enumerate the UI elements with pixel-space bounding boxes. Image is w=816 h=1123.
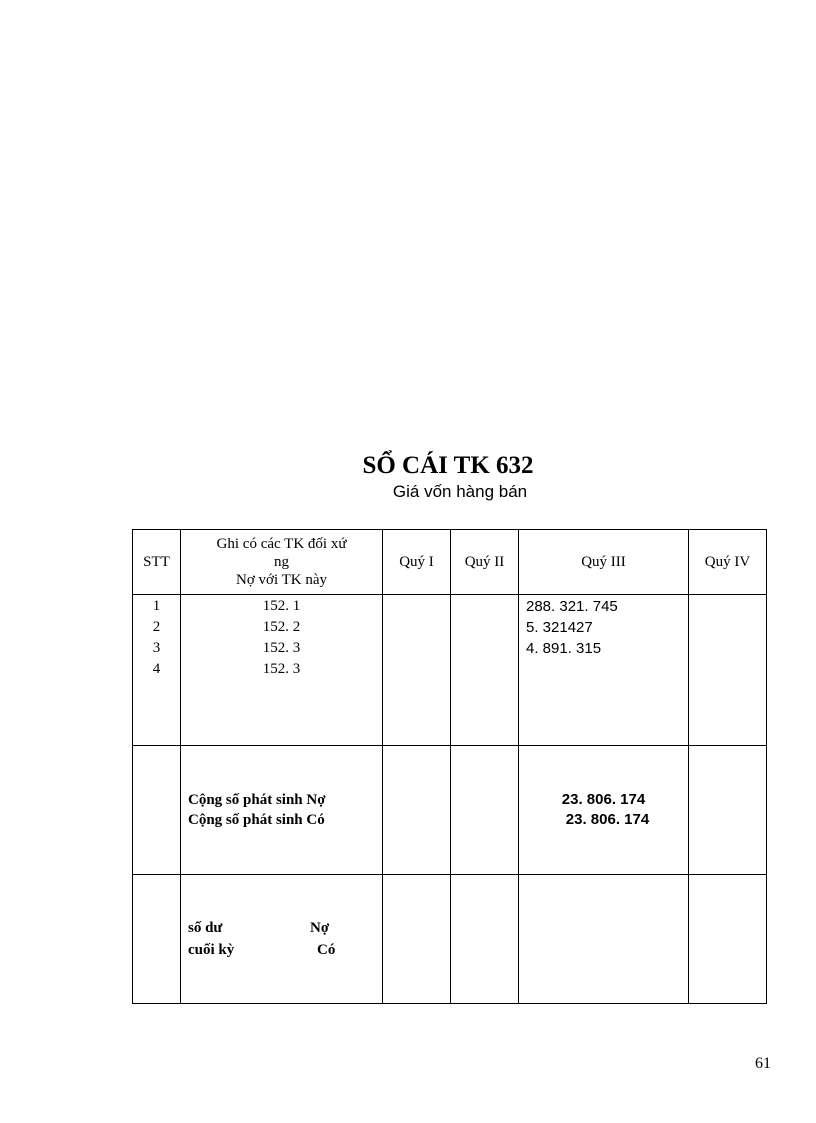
header-account-line1: Ghi có các TK đối xứ <box>216 536 347 552</box>
balance-credit: Có <box>317 942 336 958</box>
header-row <box>133 530 767 595</box>
header-q1: Quý I <box>383 530 451 595</box>
header-q2: Quý II <box>451 530 519 595</box>
header-account-line3: Nợ với TK này <box>236 572 327 588</box>
header-stt: STT <box>133 530 181 595</box>
balance-debit: Nợ <box>310 920 330 936</box>
balance-label-2: cuối kỳ <box>188 942 235 958</box>
totals-row <box>133 746 767 875</box>
ledger-table <box>132 529 767 1004</box>
stt-1: 1 <box>152 598 161 614</box>
q3-value-1: 288. 321. 745 <box>526 598 618 615</box>
account-3: 152. 3 <box>262 640 301 656</box>
header-q4: Quý IV <box>689 530 767 595</box>
page-number: 61 <box>755 1055 771 1072</box>
header-account <box>181 530 383 595</box>
stt-3: 3 <box>152 640 161 656</box>
account-2: 152. 2 <box>262 619 301 635</box>
q2-cell <box>451 595 519 746</box>
q3-value-3: 4. 891. 315 <box>526 640 602 657</box>
account-cell <box>181 595 383 746</box>
table-row <box>133 595 767 746</box>
total-credit-value: 23. 806. 174 <box>565 811 650 828</box>
header-q3: Quý III <box>519 530 689 595</box>
q3-cell <box>519 595 689 746</box>
stt-4: 4 <box>152 661 161 677</box>
account-1: 152. 1 <box>262 598 301 614</box>
total-credit-label: Cộng số phát sinh Có <box>188 812 325 828</box>
q1-cell <box>383 595 451 746</box>
balance-row <box>133 875 767 1004</box>
header-account-line2: ng <box>274 554 289 570</box>
total-debit-value: 23. 806. 174 <box>561 791 646 808</box>
stt-2: 2 <box>152 619 161 635</box>
page-subtitle: Giá vốn hàng bán <box>392 482 528 501</box>
q4-cell <box>689 595 767 746</box>
q3-value-2: 5. 321427 <box>526 619 593 636</box>
page-title: SỔ CÁI TK 632 <box>362 452 534 479</box>
stt-cell <box>133 595 181 746</box>
account-4: 152. 3 <box>262 661 301 677</box>
total-debit-label: Cộng số phát sinh Nợ <box>188 792 326 808</box>
balance-label-1: số dư <box>188 920 223 936</box>
